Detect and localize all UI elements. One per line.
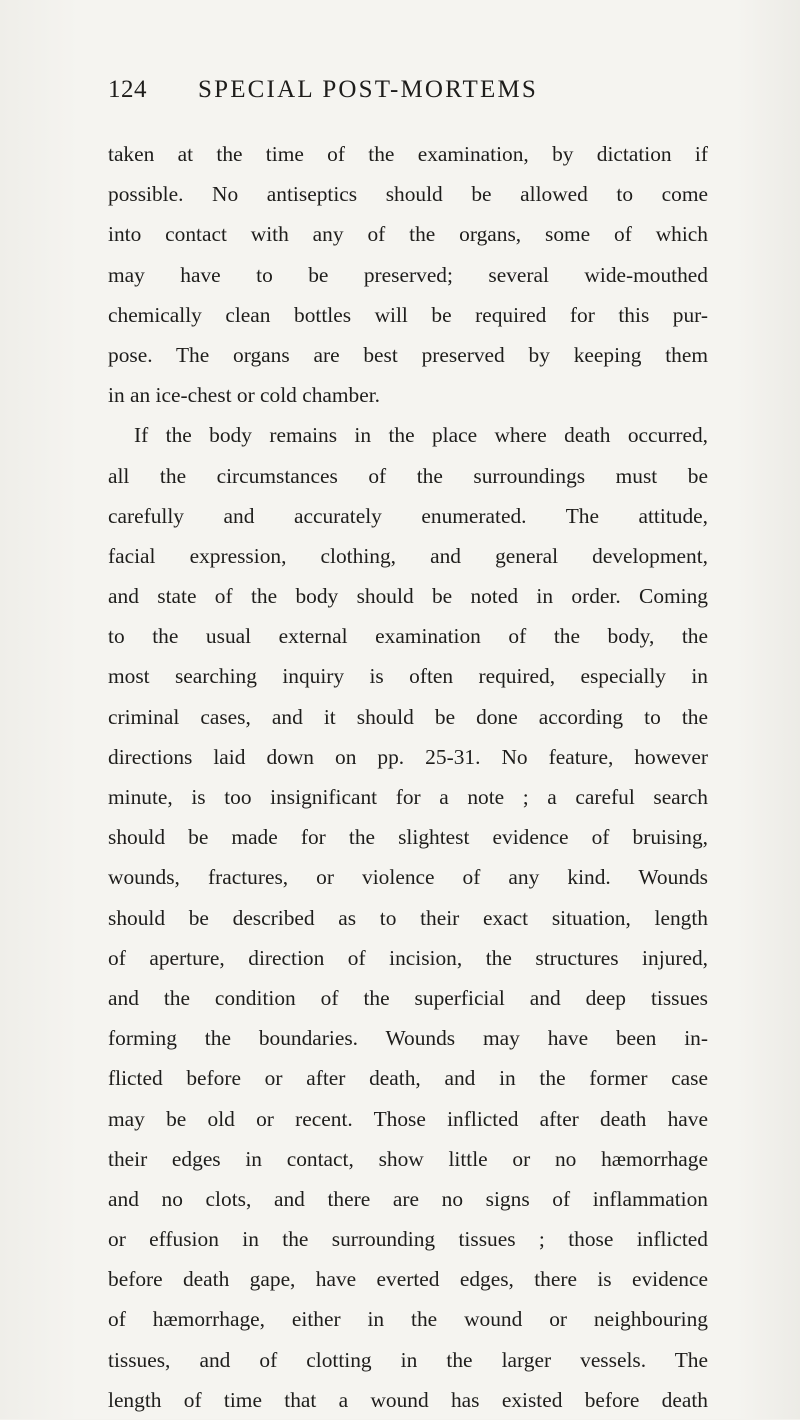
running-head: SPECIAL POST-MORTEMS [198,76,539,103]
text-line: to the usual external examination of the body, the [108,624,708,649]
page-number: 124 [108,76,147,103]
text-line: flicted before or after death, and in the former case [108,1066,708,1091]
text-line: carefully and accurately enumerated. The attitude, [108,503,708,528]
text-line: directions laid down on pp. 25-31. No feature, however [108,744,708,769]
text-line: minute, is too insignificant for a note ; a careful search [108,785,708,809]
text-line: may have to be preserved; several wide-mouthed [108,262,708,287]
text-line: taken at the time of the examination, by dictation if [108,142,708,166]
text-line: may be old or recent. Those inflicted after death have [108,1106,708,1131]
paragraph-start-line: If the body remains in the place where death occurred, [134,423,708,448]
page-header [108,76,708,116]
text-line: and the condition of the superficial and deep tissues [108,985,708,1010]
text-line: and state of the body should be noted in order. Coming [108,584,708,609]
text-line: into contact with any of the organs, some of which [108,222,708,247]
text-line: in an ice-chest or cold chamber. [108,383,381,408]
text-line: and no clots, and there are no signs of inflammation [108,1186,708,1211]
text-line: of hæmorrhage, either in the wound or neighbouring [108,1307,708,1332]
text-line: tissues, and of clotting in the larger vessels. The [108,1347,708,1372]
text-line: facial expression, clothing, and general development, [108,543,708,568]
text-line: chemically clean bottles will be required for this pur- [108,302,708,327]
text-line: length of time that a wound has existed before death [108,1387,708,1412]
text-line: of aperture, direction of incision, the structures injured, [108,945,708,970]
text-line: should be described as to their exact situation, length [108,905,708,930]
text-line: pose. The organs are best preserved by keeping them [108,342,708,367]
text-line: their edges in contact, show little or no hæmorrhage [108,1146,708,1171]
text-line: possible. No antiseptics should be allowed to come [108,182,708,207]
text-line: criminal cases, and it should be done according to the [108,704,708,729]
text-line: wounds, fractures, or violence of any kind. Wounds [108,865,708,890]
text-line: or effusion in the surrounding tissues ; those inflicted [108,1227,708,1252]
text-line: forming the boundaries. Wounds may have been in- [108,1026,708,1051]
text-line: most searching inquiry is often required, especially in [108,664,708,689]
text-line: all the circumstances of the surroundings must be [108,463,708,488]
text-line: before death gape, have everted edges, there is evidence [108,1267,708,1292]
text-line: should be made for the slightest evidence of bruising, [108,825,708,850]
body-text [108,134,708,1420]
